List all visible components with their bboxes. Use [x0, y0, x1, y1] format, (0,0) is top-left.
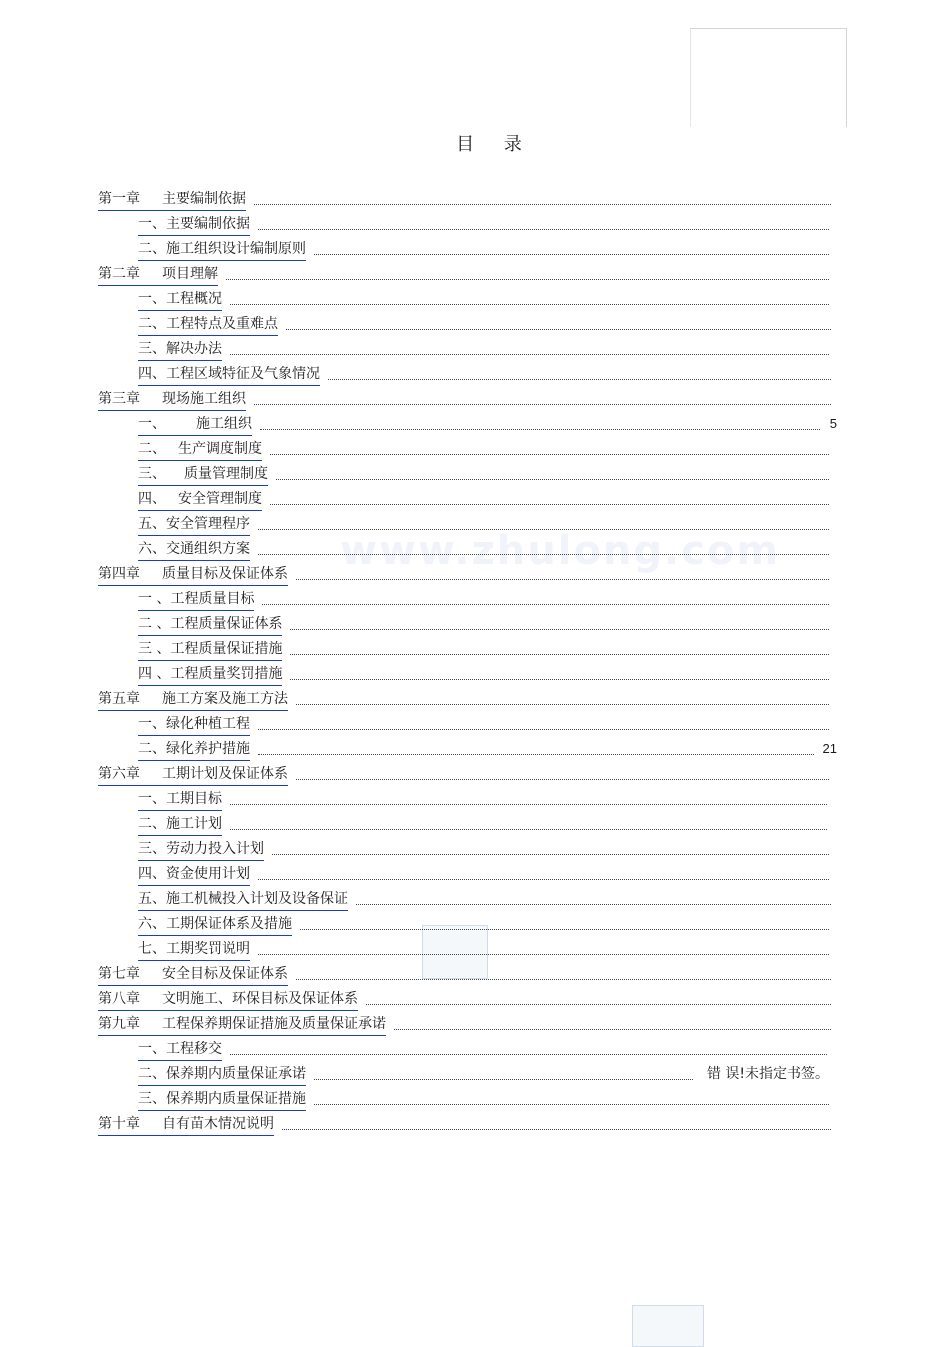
toc-chapter-entry [98, 1113, 833, 1138]
toc-link[interactable] [98, 988, 358, 1011]
toc-text: 文明施工、环保目标及保证体系 [162, 991, 358, 1007]
toc-leader-dots [290, 642, 829, 655]
toc-link[interactable] [138, 213, 250, 236]
toc-link[interactable] [138, 338, 222, 361]
toc-number: 七、 [138, 941, 166, 957]
toc-link[interactable] [138, 888, 348, 911]
toc-link[interactable] [138, 913, 292, 936]
toc-text: 工程质量保证体系 [170, 616, 283, 632]
toc-text: 生产调度制度 [178, 441, 262, 457]
toc-section-entry [98, 338, 833, 363]
toc-text: 质量目标及保证体系 [162, 566, 288, 582]
toc-section-entry [98, 663, 833, 688]
toc-link[interactable] [138, 838, 264, 861]
toc-leader-dots [296, 567, 829, 580]
toc-leader-dots [258, 867, 829, 880]
toc-link[interactable] [138, 663, 282, 686]
toc-leader-dots [296, 692, 829, 705]
toc-leader-dots [270, 492, 829, 505]
toc-section-entry [98, 938, 833, 963]
toc-section-entry [98, 1038, 833, 1063]
toc-link[interactable] [138, 413, 252, 436]
toc-text: 劳动力投入计划 [166, 841, 264, 857]
toc-chapter-entry [98, 963, 833, 988]
toc-number: 一 、 [138, 591, 171, 607]
toc-leader-dots [276, 467, 829, 480]
toc-number: 一、 [138, 791, 166, 807]
toc-text: 安全管理程序 [166, 516, 250, 532]
page-title: 目 录 [456, 134, 534, 155]
toc-section-entry [98, 1088, 833, 1113]
toc-link[interactable] [98, 563, 288, 586]
toc-chapter-entry [98, 988, 833, 1013]
toc-leader-dots [366, 992, 831, 1005]
toc-link[interactable] [98, 1013, 386, 1036]
toc-leader-dots [230, 817, 827, 830]
toc-number: 二、 [138, 316, 166, 332]
toc-link[interactable] [98, 388, 246, 411]
toc-section-entry [98, 288, 833, 313]
toc-link[interactable] [138, 488, 262, 511]
toc-text: 工程质量保证措施 [170, 641, 283, 657]
toc-section-entry [98, 463, 833, 488]
toc-number: 三、 [138, 341, 166, 357]
toc-text: 项目理解 [162, 266, 218, 282]
toc-link[interactable] [138, 588, 254, 611]
toc-section-entry [98, 913, 833, 938]
toc-leader-dots [314, 1092, 829, 1105]
toc-link[interactable] [138, 438, 262, 461]
toc-number: 一、 [138, 1041, 166, 1057]
toc-text: 主要编制依据 [166, 216, 250, 232]
toc-number: 四、 [138, 866, 166, 882]
toc-leader-dots [258, 942, 829, 955]
toc-link[interactable] [138, 738, 250, 761]
toc-text: 解决办法 [166, 341, 222, 357]
toc-section-entry [98, 488, 833, 513]
toc-number: 五、 [138, 516, 166, 532]
toc-number: 二、 [138, 741, 166, 757]
toc-text: 工期计划及保证体系 [162, 766, 288, 782]
toc-text: 工程特点及重难点 [166, 316, 278, 332]
table-of-contents [98, 188, 837, 1138]
toc-link[interactable] [98, 963, 288, 986]
toc-leader-dots [258, 717, 829, 730]
toc-section-entry [98, 788, 833, 813]
toc-link[interactable] [138, 288, 222, 311]
toc-text: 工期保证体系及措施 [166, 916, 292, 932]
toc-bookmark-error: 错 误!未指定书签。 [706, 1066, 829, 1082]
toc-text: 工程保养期保证措施及质量保证承诺 [162, 1016, 386, 1032]
watermark: www.zhulong.com [340, 528, 781, 574]
page-corner-frame [690, 28, 847, 127]
toc-chapter-entry [98, 388, 833, 413]
toc-text: 现场施工组织 [162, 391, 246, 407]
toc-text: 质量管理制度 [184, 466, 268, 482]
toc-leader-dots [282, 1117, 831, 1130]
toc-link[interactable] [138, 513, 250, 536]
toc-leader-dots [296, 967, 831, 980]
toc-chapter-entry [98, 263, 833, 288]
toc-leader-dots [258, 742, 814, 755]
toc-text: 保养期内质量保证措施 [166, 1091, 306, 1107]
toc-leader-dots [300, 917, 829, 930]
toc-leader-dots [356, 892, 831, 905]
toc-leader-dots [260, 417, 820, 430]
toc-text: 安全目标及保证体系 [162, 966, 288, 982]
toc-text: 资金使用计划 [166, 866, 250, 882]
toc-number: 六、 [138, 541, 166, 557]
toc-text: 自有苗木情况说明 [162, 1116, 274, 1132]
toc-link[interactable] [98, 1113, 274, 1136]
toc-leader-dots [230, 792, 827, 805]
toc-number: 三、 [138, 1091, 166, 1107]
toc-section-entry [98, 588, 833, 613]
toc-link[interactable] [98, 263, 218, 286]
toc-number: 二、 [138, 816, 166, 832]
toc-text: 工程区域特征及气象情况 [166, 366, 320, 382]
toc-link[interactable] [138, 1063, 306, 1086]
toc-link[interactable] [138, 938, 250, 961]
toc-leader-dots [314, 1067, 693, 1080]
toc-number: 二 、 [138, 616, 171, 632]
toc-text: 绿化种植工程 [166, 716, 250, 732]
toc-number: 二、 [138, 1066, 166, 1082]
toc-number: 五、 [138, 891, 166, 907]
toc-section-entry [98, 438, 833, 463]
toc-number: 第十章 [98, 1116, 140, 1132]
toc-section-entry [98, 313, 833, 338]
toc-chapter-entry [98, 1013, 833, 1038]
toc-link[interactable] [138, 863, 250, 886]
toc-leader-dots [296, 767, 829, 780]
toc-section-entry [98, 738, 837, 763]
toc-leader-dots [262, 592, 829, 605]
toc-link[interactable] [138, 788, 222, 811]
toc-number: 一、 [138, 291, 166, 307]
toc-section-entry [98, 638, 833, 663]
toc-section-entry [98, 713, 833, 738]
toc-number: 第二章 [98, 266, 140, 282]
toc-text: 施工方案及施工方法 [162, 691, 288, 707]
toc-leader-dots [258, 217, 829, 230]
toc-number: 三、 [138, 841, 166, 857]
toc-number: 第五章 [98, 691, 140, 707]
toc-page-number: 5 [829, 416, 837, 431]
toc-link[interactable] [138, 1038, 222, 1061]
toc-link[interactable] [138, 538, 250, 561]
toc-number: 第六章 [98, 766, 140, 782]
toc-text: 安全管理制度 [178, 491, 262, 507]
toc-section-entry [98, 363, 833, 388]
toc-number: 第八章 [98, 991, 140, 1007]
toc-leader-dots [290, 667, 829, 680]
toc-number: 一、 [138, 216, 166, 232]
toc-section-entry [98, 838, 833, 863]
toc-number: 一、 [138, 416, 166, 432]
toc-chapter-entry [98, 763, 833, 788]
toc-text: 主要编制依据 [162, 191, 246, 207]
toc-number: 第四章 [98, 566, 140, 582]
toc-text: 施工计划 [166, 816, 222, 832]
toc-text: 工程质量奖罚措施 [170, 666, 283, 682]
toc-text: 绿化养护措施 [166, 741, 250, 757]
toc-number: 三 、 [138, 641, 171, 657]
toc-text: 交通组织方案 [166, 541, 250, 557]
toc-leader-dots [254, 392, 831, 405]
toc-section-entry [98, 813, 833, 838]
toc-leader-dots [230, 292, 829, 305]
toc-section-entry [98, 213, 833, 238]
toc-section-entry [98, 1063, 833, 1088]
toc-text: 工期目标 [166, 791, 222, 807]
toc-leader-dots [286, 317, 831, 330]
toc-section-entry [98, 513, 833, 538]
toc-text: 工期奖罚说明 [166, 941, 250, 957]
toc-link[interactable] [138, 238, 306, 261]
watermark-stamp [632, 1305, 704, 1347]
toc-leader-dots [290, 617, 829, 630]
toc-section-entry [98, 538, 833, 563]
toc-number: 四 、 [138, 666, 171, 682]
toc-leader-dots [230, 342, 829, 355]
toc-number: 二、 [138, 241, 166, 257]
toc-leader-dots [314, 242, 829, 255]
toc-text: 保养期内质量保证承诺 [166, 1066, 306, 1082]
toc-number: 四、 [138, 491, 166, 507]
toc-number: 二、 [138, 441, 166, 457]
toc-text: 工程概况 [166, 291, 222, 307]
toc-section-entry [98, 238, 833, 263]
toc-leader-dots [328, 367, 831, 380]
toc-number: 四、 [138, 366, 166, 382]
toc-link[interactable] [138, 313, 278, 336]
toc-number: 第九章 [98, 1016, 140, 1032]
toc-text: 工程移交 [166, 1041, 222, 1057]
toc-link[interactable] [138, 713, 250, 736]
toc-leader-dots [270, 442, 829, 455]
toc-number: 第一章 [98, 191, 140, 207]
toc-link[interactable] [98, 688, 288, 711]
toc-link[interactable] [138, 463, 268, 486]
toc-section-entry [98, 863, 833, 888]
toc-leader-dots [258, 542, 829, 555]
toc-leader-dots [230, 1042, 827, 1055]
toc-leader-dots [226, 267, 829, 280]
toc-number: 三、 [138, 466, 166, 482]
toc-text: 工程质量目标 [170, 591, 255, 607]
toc-section-entry [98, 888, 833, 913]
toc-link[interactable] [138, 638, 282, 661]
toc-text: 施工组织 [196, 416, 252, 432]
toc-number: 第三章 [98, 391, 140, 407]
toc-link[interactable] [98, 763, 288, 786]
toc-chapter-entry [98, 188, 833, 213]
toc-leader-dots [272, 842, 829, 855]
toc-leader-dots [254, 192, 831, 205]
toc-leader-dots [394, 1017, 831, 1030]
toc-link[interactable] [138, 1088, 306, 1111]
toc-link[interactable] [138, 813, 222, 836]
toc-page-number: 21 [822, 741, 837, 756]
toc-leader-dots [258, 517, 829, 530]
toc-link[interactable] [138, 613, 282, 636]
toc-number: 第七章 [98, 966, 140, 982]
toc-text: 施工机械投入计划及设备保证 [166, 891, 348, 907]
toc-section-entry [98, 613, 833, 638]
toc-chapter-entry [98, 563, 833, 588]
toc-link[interactable] [98, 188, 246, 211]
toc-section-entry [98, 413, 837, 438]
toc-number: 六、 [138, 916, 166, 932]
toc-chapter-entry [98, 688, 833, 713]
toc-text: 施工组织设计编制原则 [166, 241, 306, 257]
toc-link[interactable] [138, 363, 320, 386]
toc-number: 一、 [138, 716, 166, 732]
